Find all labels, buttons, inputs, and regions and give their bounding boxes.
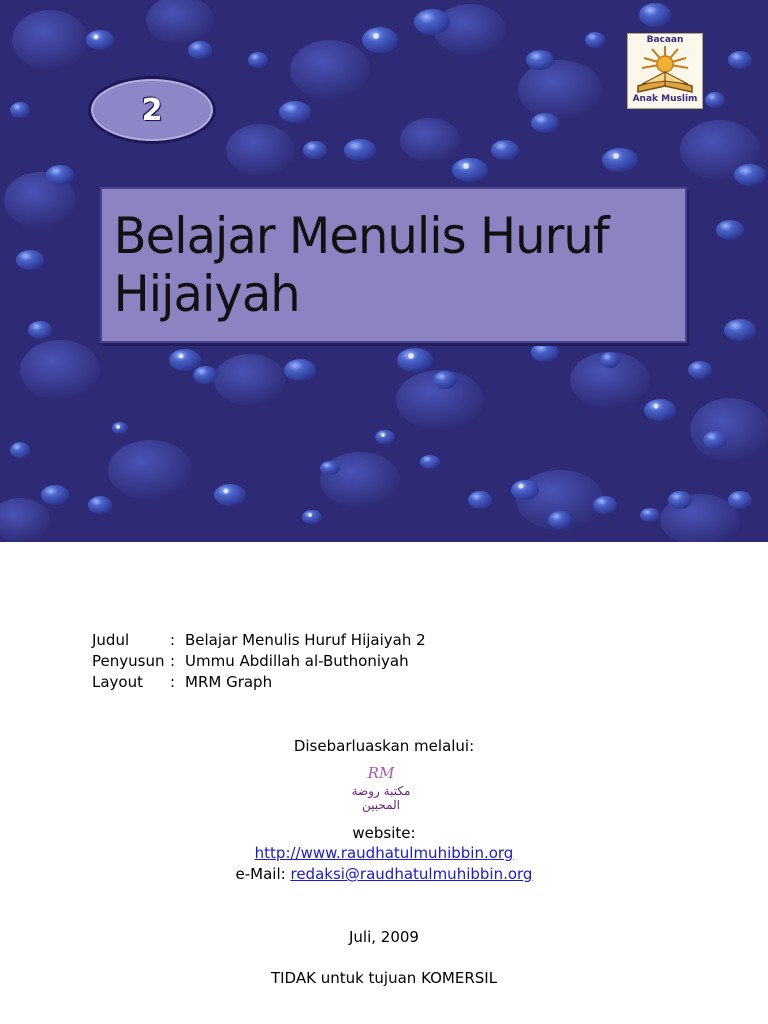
- info-row-judul: [92, 630, 426, 651]
- book-info: [92, 630, 426, 693]
- info-value: Ummu Abdillah al-Buthoniyah: [185, 652, 409, 670]
- info-value: Belajar Menulis Huruf Hijaiyah 2: [185, 631, 426, 649]
- info-value: MRM Graph: [185, 673, 273, 691]
- book-title: Belajar Menulis Huruf Hijaiyah: [113, 207, 609, 323]
- title-panel: [100, 187, 687, 343]
- publication-date: Juli, 2009: [349, 928, 419, 946]
- website-line: [0, 843, 768, 864]
- info-row-penyusun: [92, 651, 426, 672]
- info-label: Layout: [92, 673, 143, 691]
- email-line: [0, 864, 768, 885]
- bacaan-anak-muslim-logo: [627, 33, 703, 109]
- info-label: Judul: [92, 631, 130, 649]
- logo-text-bottom: Anak Muslim: [632, 94, 698, 104]
- info-row-layout: [92, 672, 426, 693]
- arabic-calligraphy-logo: مكتبة روضة المحبين: [351, 784, 411, 812]
- info-colon: :: [170, 652, 176, 670]
- publisher-logo: [343, 764, 419, 820]
- logo-text-top: Bacaan: [646, 35, 684, 45]
- volume-badge: [88, 76, 216, 144]
- distribution-label: Disebarluaskan melalui:: [293, 737, 475, 755]
- info-label: Penyusun: [92, 652, 165, 670]
- website-label: website:: [352, 824, 416, 842]
- non-commercial-notice: TIDAK untuk tujuan KOMERSIL: [270, 969, 498, 987]
- email-label: e-Mail:: [235, 865, 286, 883]
- volume-number: 2: [141, 92, 163, 128]
- email-link[interactable]: redaksi@raudhatulmuhibbin.org: [290, 865, 533, 883]
- info-colon: :: [170, 673, 176, 691]
- publisher-logo-mark: RM: [367, 764, 395, 782]
- website-link[interactable]: http://www.raudhatulmuhibbin.org: [254, 844, 514, 862]
- info-colon: :: [170, 631, 176, 649]
